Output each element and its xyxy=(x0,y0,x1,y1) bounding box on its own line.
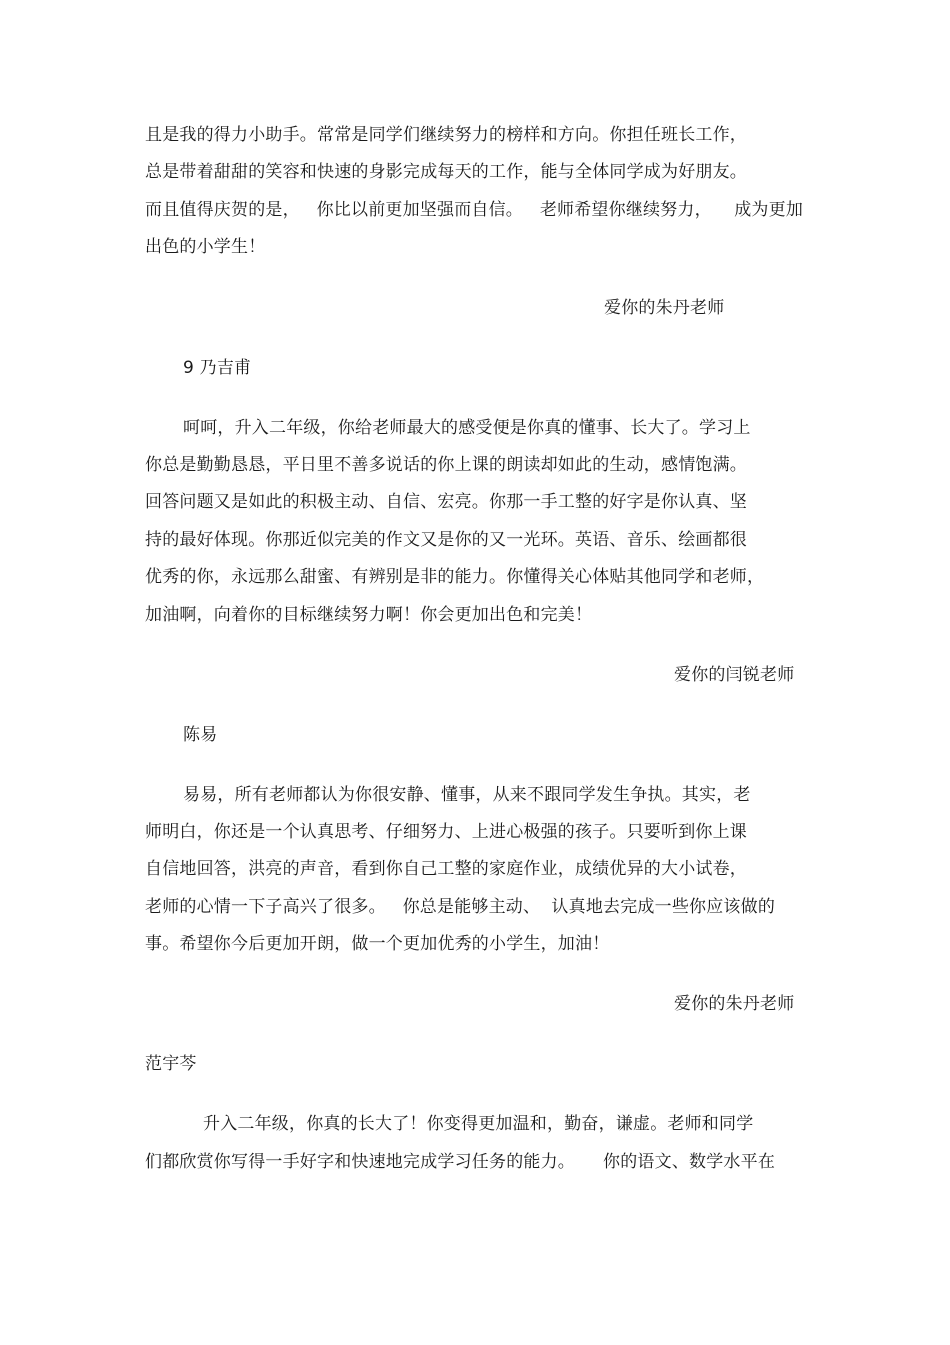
paragraph-line: 持的最好体现。你那近似完美的作文又是你的又一光环。英语、音乐、绘画都很 xyxy=(145,530,747,550)
paragraph-line: 升入二年级，你真的长大了！你变得更加温和，勤奋，谦虚。老师和同学 xyxy=(203,1114,754,1134)
student-name: 范宇芩 xyxy=(145,1054,197,1074)
signature: 爱你的朱丹老师 xyxy=(674,994,795,1014)
paragraph-line: 呵呵，升入二年级，你给老师最大的感受便是你真的懂事、长大了。学习上 xyxy=(183,418,751,438)
paragraph-line: 易易，所有老师都认为你很安静、懂事，从来不跟同学发生争执。其实，老 xyxy=(183,785,751,805)
paragraph-line: 们都欣赏你写得一手好字和快速地完成学习任务的能力。 你的语文、数学水平在 xyxy=(145,1152,776,1172)
paragraph-line: 且是我的得力小助手。常常是同学们继续努力的榜样和方向。你担任班长工作， xyxy=(145,125,747,145)
paragraph-line: 自信地回答，洪亮的声音，看到你自己工整的家庭作业，成绩优异的大小试卷， xyxy=(145,859,747,879)
paragraph-line: 总是带着甜甜的笑容和快速的身影完成每天的工作，能与全体同学成为好朋友。 xyxy=(145,162,747,182)
student-name: 9 乃吉甫 xyxy=(183,358,252,378)
paragraph-line: 师明白，你还是一个认真思考、仔细努力、上进心极强的孩子。只要听到你上课 xyxy=(145,822,747,842)
paragraph-line: 而且值得庆贺的是， 你比以前更加坚强而自信。 老师希望你继续努力， 成为更加 xyxy=(145,200,804,220)
student-name: 陈易 xyxy=(183,725,218,745)
paragraph-line: 出色的小学生！ xyxy=(145,237,266,257)
paragraph-line: 你总是勤勤恳恳，平日里不善多说话的你上课的朗读却如此的生动，感情饱满。 xyxy=(145,455,747,475)
paragraph-line: 优秀的你，永远那么甜蜜、有辨别是非的能力。你懂得关心体贴其他同学和老师， xyxy=(145,567,765,587)
paragraph-line: 加油啊，向着你的目标继续努力啊！你会更加出色和完美！ xyxy=(145,605,593,625)
paragraph-line: 事。希望你今后更加开朗，做一个更加优秀的小学生，加油！ xyxy=(145,934,610,954)
paragraph-line: 老师的心情一下子高兴了很多。 你总是能够主动、 认真地去完成一些你应该做的 xyxy=(145,897,776,917)
signature: 爱你的闫锐老师 xyxy=(674,665,795,685)
signature: 爱你的朱丹老师 xyxy=(604,298,725,318)
paragraph-line: 回答问题又是如此的积极主动、自信、宏亮。你那一手工整的好字是你认真、坚 xyxy=(145,492,747,512)
